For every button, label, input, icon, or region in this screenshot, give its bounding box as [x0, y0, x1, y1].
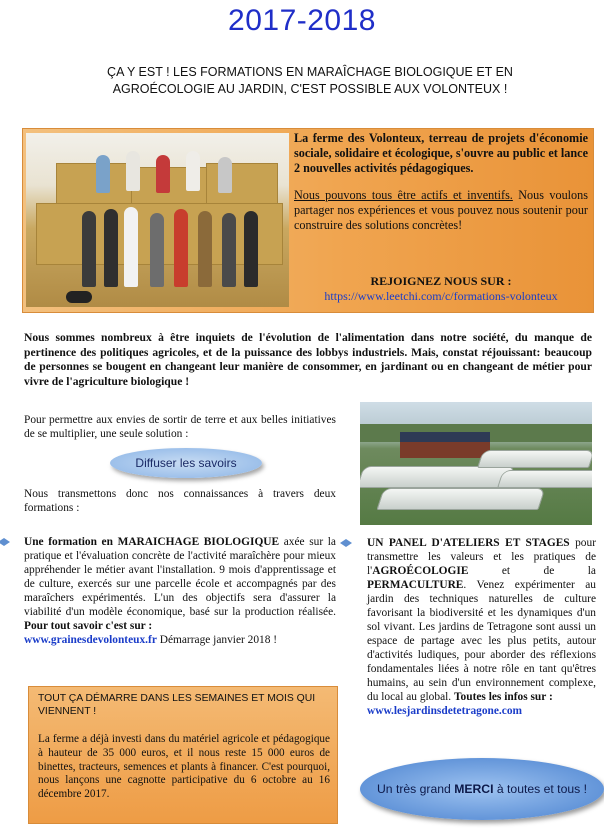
- formation1-lead-bold: MARAICHAGE BIOLOGIQUE: [117, 536, 280, 548]
- formation1-more: Pour tout savoir c'est sur :: [24, 620, 153, 632]
- page-title: 2017-2018: [228, 4, 376, 37]
- feature-description: [294, 131, 588, 233]
- formation1-start: Démarrage janvier 2018 !: [156, 634, 278, 646]
- formation-ateliers: [367, 536, 596, 718]
- join-block: [294, 274, 588, 304]
- formation1-body: axée sur la pratique et l'évaluation concrète de l'activité maraîchère pour mieux appréhender le métier avant l'installation. 9 mois d'apprentissage et de culture, exercés sur une parcelle école et accompagnés par des maraîchers expérimentés. L'un des objectifs sera d'assurer la viabilité d'un modèle économique, basé sur la production réalisée.: [24, 536, 336, 618]
- funding-body: La ferme a déjà investi dans du matériel agricole et pédagogique à hauteur de 35 000 euros, et il nous reste 15 000 euros de binettes, tracteurs, semences et plants à financer. C'est pourquoi, nous lançons une cagnotte participative du 6 octobre au 16 décembre 2017.: [38, 733, 330, 801]
- farm-photo: [360, 402, 592, 525]
- thanks-oval: [360, 758, 604, 820]
- thanks-pre: Un très grand: [376, 782, 455, 796]
- headline-line-1: ÇA Y EST ! LES FORMATIONS EN MARAÎCHAGE BIOLOGIQUE ET EN: [107, 65, 513, 79]
- headline: [60, 64, 560, 98]
- bullet-diamond-icon: [0, 538, 10, 546]
- thanks-post: à toutes et tous !: [493, 782, 587, 796]
- formation2-url[interactable]: www.lesjardinsdetetragone.com: [367, 705, 523, 717]
- formation2-agro: AGROÉCOLOGIE: [372, 565, 469, 577]
- formation2-body3: . Venez expérimenter au jardin des techniques naturelles de culture favorisant la biodiversité et les dynamiques d'un sol vivant. Les jardins de Tetragone sont aussi un espace de partage avec les plus petits, autour d'activités ludiques, pour aborder des réflexions fondamentales liées à notre rôle en tant qu'êtres humains, au sein d'un environnement complexe, du local au global.: [367, 579, 596, 703]
- formation2-lead: UN PANEL D'ATELIERS ET STAGES: [367, 537, 570, 549]
- headline-line-2: AGROÉCOLOGIE AU JARDIN, C'EST POSSIBLE AUX VOLONTEUX !: [112, 82, 508, 96]
- feature-underlined-text: Nous pouvons tous être actifs et inventifs.: [294, 188, 513, 202]
- formation1-lead: Une formation en: [24, 536, 118, 548]
- thanks-bold: MERCI: [454, 782, 494, 796]
- feature-bold-text: La ferme des Volonteux, terreau de projets d'économie sociale, solidaire et écologique, s'ouvre au public et lance 2 nouvelles activités pédagogiques.: [294, 131, 588, 175]
- join-link[interactable]: https://www.leetchi.com/c/formations-volonteux: [324, 289, 558, 303]
- bullet-diamond-icon: [340, 539, 352, 547]
- transmettons-paragraph: Nous transmettons donc nos connaissances à travers deux formations :: [24, 488, 336, 514]
- formation-maraichage: [24, 535, 336, 647]
- permettre-paragraph: Pour permettre aux envies de sortir de terre et aux belles initiatives de se multiplier, une seule solution :: [24, 414, 336, 440]
- funding-title: TOUT ÇA DÉMARRE DANS LES SEMAINES ET MOIS QUI VIENNENT !: [38, 693, 316, 717]
- diffuser-savoirs-oval: Diffuser les savoirs: [110, 448, 262, 478]
- formation2-perma: PERMACULTURE: [367, 579, 464, 591]
- join-label: REJOIGNEZ NOUS SUR :: [370, 274, 512, 288]
- group-photo: [26, 133, 289, 307]
- formation1-url[interactable]: www.grainesdevolonteux.fr: [24, 634, 157, 646]
- formation2-more: Toutes les infos sur :: [454, 691, 553, 703]
- formation2-body2: et de la: [468, 565, 596, 577]
- formation2-body1: pour transmettre les valeurs et les pratiques de l': [367, 537, 596, 577]
- intro-paragraph: Nous sommes nombreux à être inquiets de l'évolution de l'alimentation dans notre société, du manque de pertinence des politiques agricoles, et de la puissance des lobbys industriels. Mais, constat réjouissant: beaucoup de personnes se bougent en changeant leur manière de consommer, en jardinant ou en changeant de métier pour vivre de l'agriculture biologique !: [24, 331, 592, 388]
- feature-rest-text: Nous voulons partager nos expériences et vous pouvez nous soutenir pour construire des solutions concrètes!: [294, 188, 588, 232]
